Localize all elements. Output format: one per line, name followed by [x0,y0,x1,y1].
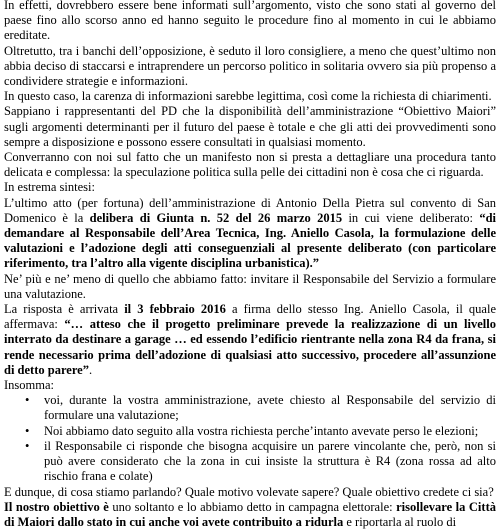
response-date: il 3 febbraio 2016 [124,302,226,317]
text-span: a firma dello stesso Ing. Aniello Casola, il quale affermava: [4,302,496,332]
paragraph-insomma: Insomma: [4,378,54,393]
paragraph-summary-heading: In estrema sintesi: [4,180,95,195]
text-span: La risposta è arrivata [4,302,125,317]
text-span: e riportarla al ruolo di [343,514,457,529]
paragraph-objective [4,500,496,530]
objective-statement: risollevare la Città di Maiori dallo stato in cui anche voi avete contribuito a ridurla [4,499,496,529]
document-page [4,0,496,530]
objective-label: Il nostro obiettivo è [4,499,109,514]
paragraph-opposition: Oltretutto, tra i banchi dell’opposizione, è seduto il loro consigliere, a meno che quest’ultimo non abbia deciso di staccarsi e intraprendere un percorso politico in solitaria ovvero sia più propenso a condividere strategie e informazioni. [4,43,496,89]
list-item: • voi, durante la vostra amministrazione, avete chiesto al Responsabile del servizio di formulare una valutazione; [44,393,496,423]
delibera-quote: “di demandare al Responsabile dell’Area Tecnica, Ing. Aniello Casola, la formulazione delle valutazioni e l’adozione degli atti conseguenziali al presente deliberato (con particolare riferimento, tra l’altro alla vigente disciplina urbanistica).” [4,210,496,271]
text-span: . [88,362,93,377]
text-span: uno soltanto e lo abbiamo detto in campagna elettorale: [108,499,397,514]
paragraph-availability: Sappiano i rappresentanti del PD che la disponibilità dell’amministrazione “Obiettivo Maiori” sugli argomenti determinanti per il futuro del paese è totale e che gli atti dei provvedimenti sono sempre a disposizione e possono essere consultati in qualsiasi momento. [4,104,496,149]
paragraph-intro: In effetti, dovrebbero essere bene informati sull’argomento, visto che sono stati al governo del paese fino allo scorso anno ed hanno seguito le procedure fino al momento in cui le abbiamo ereditate. [4,0,496,43]
text-span: in cui viene deliberato: [342,210,480,225]
response-quote: “… atteso che il progetto preliminare prevede la realizzazione di un livello interrato da destinare a garage … ed essendo l’edificio rientrante nella zona R4 da frana, si rende necessario prima dell’adozione di qualsiasi atto successivo, procedere all’assunzione di detto parere” [4,317,496,377]
paragraph-last-act [4,196,496,272]
text-span: L’ultimo atto (per fortuna) dell’amministrazione di Antonio Della Pietra sul convento di San Domenico è la [4,195,496,225]
paragraph-invitation: Ne’ più e ne’ meno di quello che abbiamo fatto: invitare il Responsabile del Servizio a formulare una valutazione. [4,271,496,301]
paragraph-clarification: In questo caso, la carenza di informazioni sarebbe legittima, così come la richiesta di chiarimenti. [4,89,492,104]
list-item: • Noi abbiamo dato seguito alla vostra richiesta perche’intanto avevate perso le elezioni; [44,424,496,439]
bullet-list [4,393,496,484]
paragraph-question: E dunque, di cosa stiamo parlando? Quale motivo volevate sapere? Quale obiettivo credete ci sia? [4,484,494,499]
paragraph-manifesto: Converranno con noi sul fatto che un manifesto non si presta a dettagliare una procedura tanto delicata e complessa: la speculazione politica sulla pelle dei cittadini non è cosa che ci riguarda. [4,150,496,180]
list-item: • il Responsabile ci risponde che bisogna acquisire un parere vincolante che, però, non si può avere considerato che la zona in cui insiste la struttura è R4 (zona rossa ad alto rischio frana e colate) [44,439,496,485]
paragraph-response [4,302,496,378]
delibera-reference: delibera di Giunta n. 52 del 26 marzo 2015 [89,210,343,225]
